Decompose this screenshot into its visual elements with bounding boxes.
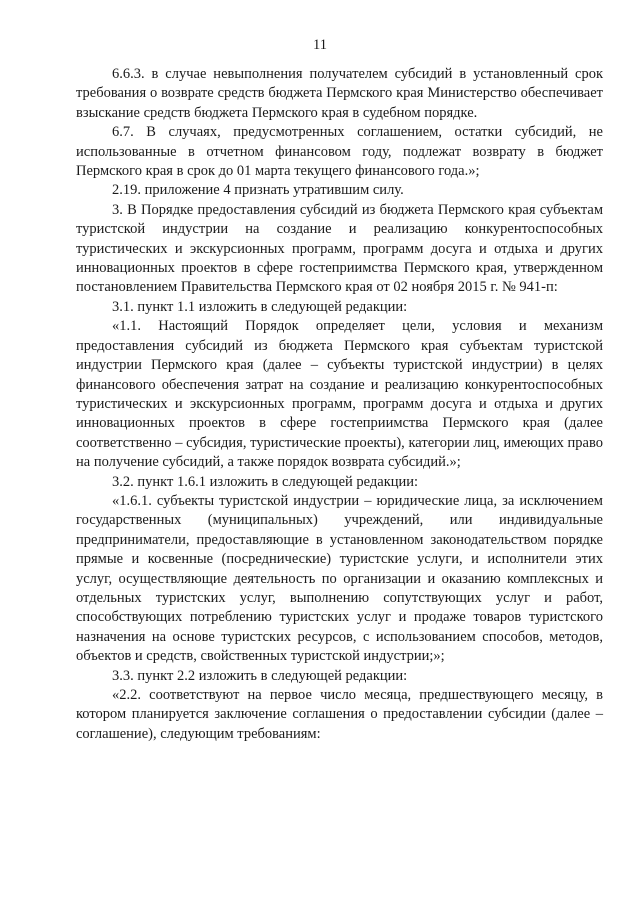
page-number: 11 [313, 37, 327, 53]
paragraph-6-6-3: 6.6.3. в случае невыполнения получателем субсидий в установленный срок требования о возврате средств бюджета Пермского края Министерство обеспечивает взыскание средств бюджета Пермского края в судебном порядке. [76, 66, 603, 121]
paragraph-3: 3. В Порядке предоставления субсидий из бюджета Пермского края субъектам туристской индустрии на создание и реализацию конкурентоспособных туристических и экскурсионных программ, программ досуга и отдыха и других инновационных проектов в сфере гостеприимства Пермского края, утвержденном постановлением Правительства Пермского края от 02 ноября 2015 г. № 941-п: [76, 201, 603, 296]
paragraph-2-2-quote: «2.2. соответствуют на первое число месяца, предшествующего месяцу, в котором планируется заключение соглашения о предоставлении субсидии (далее – соглашение), следующим требованиям: [76, 687, 603, 742]
paragraph-3-2: 3.2. пункт 1.6.1 изложить в следующей редакции: [112, 473, 419, 490]
paragraph-1-6-1-quote: «1.6.1. субъекты туристской индустрии – юридические лица, за исключением государственных (муниципальных) учреждений, или индивидуальные предприниматели, предоставляющие в установленном законодательством порядке прямые и косвенные (посреднические) туристские услуги, и исполнители этих услуг, осуществляющие деятельность по организации и оказанию комплексных и отдельных туристских услуг, выполнению сопутствующих услуг и работ, способствующих потреблению туристских услуг и продаже товаров туристского назначения на основе туристских ресурсов, с использованием способов, методов, объектов и средств, свойственных туристской индустрии;»; [76, 492, 603, 665]
paragraph-3-1: 3.1. пункт 1.1 изложить в следующей редакции: [112, 298, 408, 315]
paragraph-3-3: 3.3. пункт 2.2 изложить в следующей редакции: [112, 667, 408, 684]
paragraph-1-1-quote: «1.1. Настоящий Порядок определяет цели, условия и механизм предоставления субсидий из бюджета Пермского края субъектам туристской индустрии Пермского края (далее – субъекты туристской индустрии) в целях финансового обеспечения затрат на создание и реализацию конкурентоспособных туристических и экскурсионных программ, программ досуга и отдыха и других инновационных проектов в сфере гостеприимства Пермского края (далее соответственно – субсидия, туристические проекты), категории лиц, имеющих право на получение субсидий, а также порядок возврата субсидий.»; [76, 318, 603, 471]
paragraph-2-19: 2.19. приложение 4 признать утратившим силу. [112, 182, 404, 199]
document-body [76, 65, 603, 744]
paragraph-6-7: 6.7. В случаях, предусмотренных соглашением, остатки субсидий, не использованные в отчетном финансовом году, подлежат возврату в бюджет Пермского края в срок до 01 марта текущего финансового года.»; [76, 124, 603, 180]
